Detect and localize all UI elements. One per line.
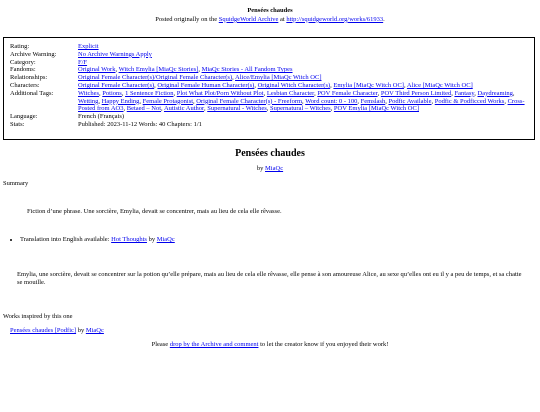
- summary-text: Fiction d’une phrase. Une sorcière, Emylia, devait se concentrer, mais au lieu de cela elle rêvasse.: [27, 208, 282, 215]
- stats-label: Stats:: [10, 120, 25, 128]
- translation-by: by: [146, 236, 157, 243]
- document-header: [0, 7, 540, 24]
- tag-link[interactable]: Wetting: [78, 97, 99, 105]
- tag-link[interactable]: 1 Sentence Fiction: [125, 89, 174, 97]
- tag-link[interactable]: Alice/Emylia [MiaQc Witch OC]: [235, 74, 322, 82]
- tag-link[interactable]: Potions: [102, 89, 122, 97]
- tag-link[interactable]: Supernatural – Witches: [270, 105, 331, 113]
- tag-link[interactable]: Witches: [78, 89, 100, 97]
- posted-mid: at: [278, 15, 287, 23]
- category-label: Category:: [10, 58, 36, 66]
- warning-link[interactable]: No Archive Warnings Apply: [78, 50, 152, 58]
- warning-value: [78, 51, 528, 59]
- inspired-by: by: [76, 327, 86, 334]
- archive-link[interactable]: SquidgeWorld Archive: [218, 15, 279, 23]
- characters-value: Original Female Character(s), Original Female Human Character(s), Original Witch Character(s), Emylia [MiaQc Witch OC], Alice [MiaQc Witch OC]: [78, 81, 473, 89]
- relationships-value: Original Female Character(s)/Original Female Character(s), Alice/Emylia [MiaQc Witch OC]: [78, 74, 322, 82]
- tag-link[interactable]: Happy Ending: [101, 97, 140, 105]
- inspired-heading: Works inspired by this one: [3, 313, 73, 320]
- meta-row-tags: [10, 90, 528, 113]
- translation-prefix: Translation into English available:: [20, 236, 112, 243]
- tag-link[interactable]: Cross-Posted from AO3: [78, 97, 525, 113]
- rating-label: Rating:: [10, 43, 30, 50]
- category-value: [78, 59, 528, 67]
- tag-link[interactable]: Supernatural - Witches: [207, 105, 267, 113]
- translation-note: [20, 236, 175, 244]
- meta-row-rating: [10, 43, 528, 51]
- translation-link[interactable]: Hot Thoughts: [111, 236, 147, 243]
- footer-line: [0, 341, 540, 349]
- tag-link[interactable]: Betaed – Not: [126, 105, 162, 113]
- tag-link[interactable]: Emylia [MiaQc Witch OC]: [333, 81, 404, 89]
- tag-link[interactable]: Podfic & Podficced Works: [434, 97, 505, 105]
- meta-row-category: [10, 59, 528, 67]
- tag-link[interactable]: Femslash: [360, 97, 386, 105]
- tags-value: Witches, Potions, 1 Sentence Fiction, Plot What Plot/Porn Without Plot, Lesbian Character, POV Female Character, POV Third Person Limited, Fantasy, Daydreaming, Wetting, Happy Ending, Female Protagonist, Original Female Character(s) - Freeform, Word count: 0 - 100, Femslash, Podfic Available, Podfic & Podficced Works, Cross-Posted from AO3, Betaed – Not, Autistic Author, Supernatural - Witches, Supernatural – Witches, POV Emylia [MiaQc Witch OC]: [78, 89, 525, 113]
- tag-link[interactable]: Original Female Character(s): [78, 81, 155, 89]
- inspired-work-link[interactable]: Pensées chaudes [Podfic]: [10, 327, 77, 334]
- work-title: Pensées chaudes: [235, 148, 305, 159]
- warning-label: Archive Warning:: [10, 50, 57, 58]
- tag-link[interactable]: Fantasy: [454, 89, 475, 97]
- posted-suffix: .: [383, 15, 385, 23]
- byline: [0, 165, 540, 173]
- tag-link[interactable]: Alice [MiaQc Witch OC]: [406, 81, 473, 89]
- header-title: Pensées chaudes: [247, 7, 293, 14]
- translation-author-link[interactable]: MiaQc: [156, 236, 175, 243]
- stats-value: Published: 2023-11-12 Words: 40 Chapters: 1/1: [78, 120, 202, 128]
- posted-prefix: Posted originally on the: [155, 15, 219, 23]
- meta-row-relationships: [10, 74, 528, 82]
- tag-link[interactable]: Original Female Character(s) - Freeform: [196, 97, 303, 105]
- meta-row-characters: [10, 82, 528, 90]
- tag-link[interactable]: Original Female Human Character(s): [157, 81, 255, 89]
- work-url-link[interactable]: http://squidgeworld.org/works/61933: [286, 15, 384, 23]
- notes-list: [10, 236, 175, 244]
- meta-row-warning: [10, 51, 528, 59]
- tag-link[interactable]: Original Witch Character(s): [257, 81, 331, 89]
- tag-link[interactable]: POV Female Character: [317, 89, 378, 97]
- tag-link[interactable]: MiaQc Stories - All Fandom Types: [201, 66, 293, 74]
- summary-heading: Summary: [3, 180, 29, 187]
- inspired-author-link[interactable]: MiaQc: [85, 327, 104, 334]
- inspired-item: [10, 327, 104, 335]
- chapter-text: Emylia, une sorcière, devait se concentrer sur la potion qu’elle prépare, mais au lieu de cela elle rêvasse, elle pense à son amoureuse Alice, au sexe qu’elles ont eu il y a peu de temps, et sa chatte se mouille.: [17, 271, 522, 286]
- tag-link[interactable]: Female Protagonist: [142, 97, 194, 105]
- tag-link[interactable]: Podfic Available: [388, 97, 432, 105]
- category-link[interactable]: F/F: [78, 58, 88, 66]
- footer-prefix: Please: [151, 341, 170, 348]
- fandoms-value: Original Work, Witch Emylia [MiaQc Stories], MiaQc Stories - All Fandom Types: [78, 66, 293, 74]
- footer-suffix: to let the creator know if you enjoyed their work!: [258, 341, 389, 348]
- tag-link[interactable]: Plot What Plot/Porn Without Plot: [176, 89, 264, 97]
- tag-link[interactable]: POV Third Person Limited: [380, 89, 452, 97]
- tag-link[interactable]: Lesbian Character: [266, 89, 315, 97]
- tag-link[interactable]: Word count: 0 - 100: [305, 97, 358, 105]
- tag-link[interactable]: Original Female Character(s)/Original Female Character(s): [78, 74, 233, 82]
- tag-link[interactable]: Daydreaming: [477, 89, 513, 97]
- author-link[interactable]: MiaQc: [265, 165, 284, 172]
- metadata-box: [3, 37, 535, 140]
- tags-label: Additional Tags:: [10, 89, 54, 97]
- relationships-label: Relationships:: [10, 74, 48, 82]
- fandoms-label: Fandoms:: [10, 66, 36, 74]
- comment-link[interactable]: drop by the Archive and comment: [169, 341, 259, 348]
- meta-row-fandoms: [10, 66, 528, 74]
- characters-label: Characters:: [10, 81, 40, 89]
- byline-prefix: by: [256, 165, 266, 172]
- tag-link[interactable]: Witch Emylia [MiaQc Stories]: [118, 66, 199, 74]
- rating-link[interactable]: Explicit: [78, 43, 99, 50]
- posted-line: [0, 16, 540, 24]
- rating-value: [78, 43, 528, 51]
- tag-link[interactable]: POV Emylia [MiaQc Witch OC]: [333, 105, 419, 113]
- tag-link[interactable]: Original Work: [78, 66, 116, 74]
- language-label: Language:: [10, 113, 38, 121]
- meta-row-language: [10, 113, 528, 121]
- meta-row-stats: [10, 121, 528, 129]
- language-value: French (Français): [78, 113, 125, 121]
- tag-link[interactable]: Autistic Author: [163, 105, 204, 113]
